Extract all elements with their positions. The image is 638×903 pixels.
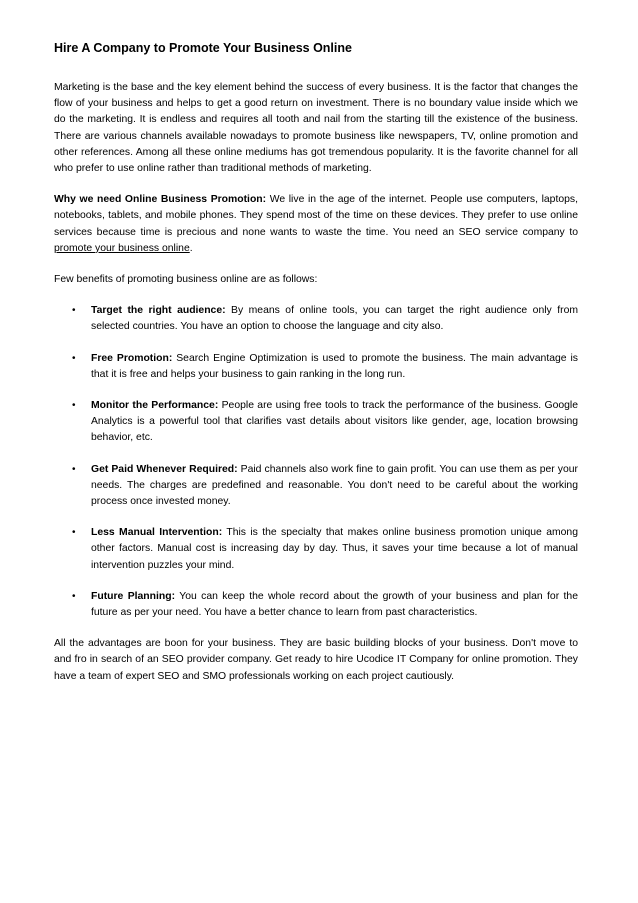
benefit-text: By means of online tools, you can target the right audience only from selected countries. You have an option to choose the language and city also.	[91, 305, 578, 333]
bullet-icon: •	[72, 400, 76, 412]
benefit-text: People are using free tools to track the performance of the business. Google Analytics is a powerful tool that clarifies vast details about visitors like gender, age, location browsing behavior, etc.	[91, 400, 578, 444]
benefit-heading: Free Promotion:	[91, 352, 173, 364]
benefits-list	[54, 303, 578, 621]
benefit-item-future-planning	[54, 589, 578, 621]
bullet-icon: •	[72, 527, 76, 539]
benefit-item-monitor-performance	[54, 398, 578, 447]
bullet-icon: •	[72, 590, 76, 602]
benefit-item-target-audience	[54, 303, 578, 335]
benefit-heading: Target the right audience:	[91, 305, 226, 317]
benefit-text: You can keep the whole record about the growth of your business and plan for the future as per your need. You have a better chance to learn from past characteristics.	[91, 590, 578, 619]
why-end: .	[189, 242, 193, 254]
intro-paragraph: Marketing is the base and the key element behind the success of every business. It is the factor that changes the flow of your business and helps to get a good return on investment. There is no boundary value inside which we do the marketing. It is endless and requires all tooth and nail from the starting till the existence of the business. There are various channels available nowadays to promote business like newspapers, TV, online promotion and other references. Among all these online mediums has got tremendous popularity. It is the favorite channel for all who prefer to use online rather than traditional methods of marketing.	[54, 82, 578, 175]
why-heading: Why we need Online Business Promotion:	[54, 194, 267, 206]
bullet-icon: •	[72, 463, 76, 475]
conclusion-paragraph: All the advantages are boon for your business. They are basic building blocks of your business. Don't move to and fro in search of an SEO provider company. Get ready to hire Ucodice IT Company for online promotion. They have a team of expert SEO and SMO professionals working on each project cautiously.	[54, 638, 578, 682]
document-title: Hire A Company to Promote Your Business Online	[54, 41, 352, 55]
benefit-item-get-paid	[54, 462, 578, 511]
benefit-heading: Get Paid Whenever Required:	[91, 463, 238, 475]
bullet-icon: •	[72, 305, 76, 317]
benefit-heading: Monitor the Performance:	[91, 400, 219, 412]
benefit-text: Search Engine Optimization is used to promote the business. The main advantage is that it is free and helps your business to gain ranking in the long run.	[91, 352, 578, 380]
benefit-heading: Future Planning:	[91, 590, 176, 602]
benefit-item-less-manual	[54, 525, 578, 574]
why-text: We live in the age of the internet. People use computers, laptops, notebooks, tablets, and mobile phones. They spend most of the time on these devices. They prefer to use online services because time is precious and none wants to waste the time. You need an SEO service company to	[54, 194, 578, 238]
benefit-item-free-promotion	[54, 351, 578, 383]
benefit-heading: Less Manual Intervention:	[91, 527, 223, 539]
benefits-intro: Few benefits of promoting business online are as follows:	[54, 274, 318, 286]
bullet-icon: •	[72, 352, 76, 364]
document-page	[54, 40, 578, 700]
why-paragraph	[54, 192, 578, 257]
benefit-text: Paid channels also work fine to gain profit. You can use them as per your needs. The charges are predefined and reasonable. You don't need to be careful about the working process once invested money.	[91, 463, 579, 508]
benefit-text: This is the specialty that makes online business promotion unique among other factors. Manual cost is increasing day by day. Thus, it saves your time because a lot of manual intervention puzzles your mind.	[91, 527, 578, 571]
promote-business-link[interactable]: promote your business online	[54, 242, 190, 254]
